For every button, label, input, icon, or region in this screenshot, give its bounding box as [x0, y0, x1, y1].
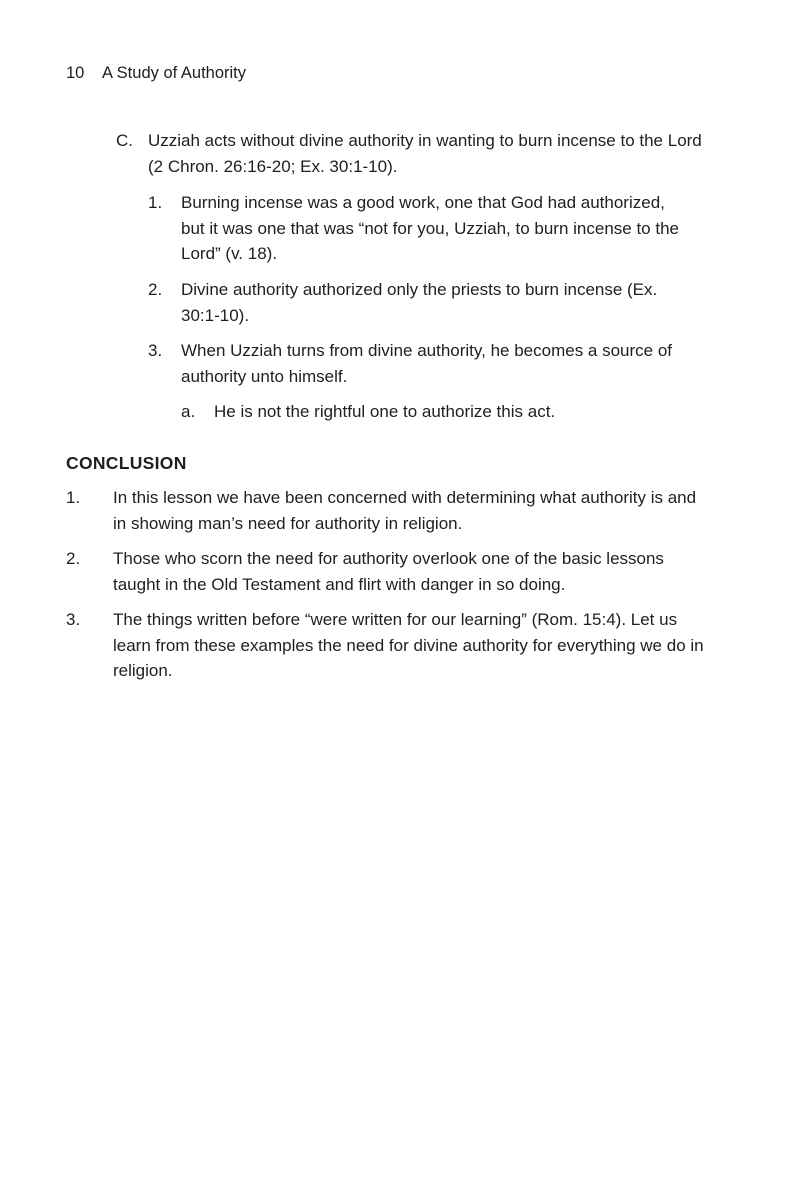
outline-marker: 3.: [148, 341, 163, 360]
page-number: 10: [66, 64, 85, 82]
outline-text: When Uzziah turns from divine authority, he becomes a source of authority unto himself.: [181, 341, 673, 386]
running-head: [66, 62, 246, 84]
outline-marker: 2.: [148, 280, 163, 299]
outline-subpoint: [148, 338, 688, 389]
outline-marker: a.: [181, 402, 196, 421]
outline-subsubpoint: [181, 399, 701, 425]
outline-text: Burning incense was a good work, one that God had authorized, but it was one that was “not for you, Uzziah, to burn incense to the Lord” (v. 18).: [181, 193, 679, 263]
conclusion-marker: 3.: [66, 610, 81, 629]
outline-text: Divine authority authorized only the priests to burn incense (Ex. 30:1-10).: [181, 280, 658, 325]
conclusion-marker: 1.: [66, 488, 81, 507]
conclusion-heading: CONCLUSION: [66, 453, 187, 473]
conclusion-text: In this lesson we have been concerned with determining what authority is and in showing man’s need for authority in religion.: [113, 488, 697, 533]
outline-marker: C.: [116, 131, 133, 150]
conclusion-item: [66, 607, 706, 684]
conclusion-text: The things written before “were written for our learning” (Rom. 15:4). Let us learn from these examples the need for divine authority for everything we do in religion.: [113, 610, 704, 680]
outline-point-c: [116, 128, 716, 179]
outline-marker: 1.: [148, 193, 163, 212]
outline-text: Uzziah acts without divine authority in wanting to burn incense to the Lord (2 Chron. 26:16-20; Ex. 30:1-10).: [148, 131, 702, 176]
outline-subpoint: [148, 190, 688, 267]
conclusion-item: [66, 546, 706, 597]
outline-subpoint: [148, 277, 688, 328]
outline-text: He is not the rightful one to authorize this act.: [214, 402, 556, 421]
running-title: A Study of Authority: [102, 64, 247, 82]
conclusion-item: [66, 485, 706, 536]
conclusion-marker: 2.: [66, 549, 81, 568]
conclusion-text: Those who scorn the need for authority overlook one of the basic lessons taught in the Old Testament and flirt with danger in so doing.: [113, 549, 664, 594]
